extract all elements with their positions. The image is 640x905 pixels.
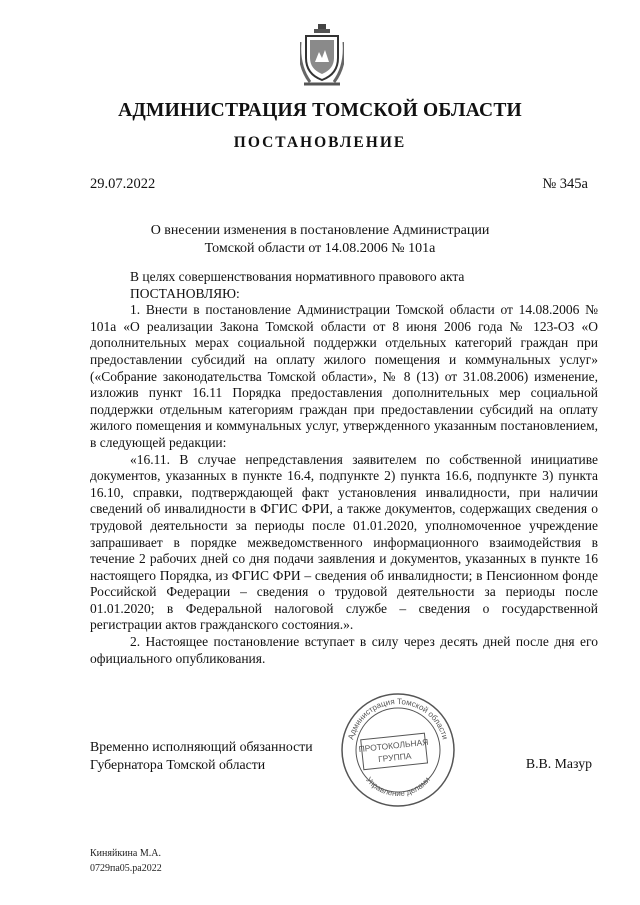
svg-text:Управление делами — [364, 775, 432, 798]
signatory-position-line-2: Губернатора Томской области — [90, 757, 266, 772]
stamp-bottom-text: Управление делами — [364, 775, 432, 799]
paragraph-1: 1. Внести в постановление Администрации Томской области от 14.08.2006 № 101а «О реализации Закона Томской области от 8 июня 2006 года № 123-ОЗ «О дополнительных мерах социальной поддержки отдельных категорий граждан при предоставлении субсидий на оплату жилого помещения и коммунальных услуг» («Собрание законодательства Томской области», № 8 (13) от 31.08.2006) изменение, изложив пункт 16.11 Порядка предоставления дополнительных мер социальной поддержки отдельным категориям граждан при предоставлении субсидий на оплату жилого помещения и коммунальных услуг, утвержденного указанным постановлением, в следующей редакции: — [90, 302, 598, 450]
svg-text:Администрация Томской области — [346, 697, 449, 741]
signatory-name: В.В. Мазур — [525, 756, 592, 771]
preamble: В целях совершенствования нормативного правового акта — [130, 269, 465, 284]
document-subject — [150, 222, 490, 258]
document-number: № 345а — [542, 176, 588, 192]
resolve-word: ПОСТАНОВЛЯЮ: — [130, 285, 240, 301]
signatory-position-line-1: Временно исполняющий обязанности — [90, 739, 313, 754]
document-type: ПОСТАНОВЛЕНИЕ — [233, 134, 407, 151]
file-code: 0729па05.ра2022 — [90, 863, 162, 874]
document-date: 29.07.2022 — [90, 176, 156, 192]
subject-line-2: Томской области от 14.08.2006 № 101а — [204, 241, 436, 256]
coat-of-arms-emblem — [300, 22, 344, 92]
official-stamp — [338, 690, 458, 810]
stamp-center-line-2: ГРУППА — [377, 750, 412, 765]
quoted-clause: «16.11. В случае непредставления заявителем по собственной инициативе документов, указанных в пункте 16.4, подпункте 2) пункта 16.6, подпункте 3) пункта 16.10, справки, подтверждающей факт установления инвалидности, при наличии сведений об инвалидности в ФГИС ФРИ, а также документов, содержащих сведения о трудовой деятельности за периоды после 01.01.2020, уполномоченное учреждение запрашивает в порядке межведомственного информационного взаимодействия в течение 2 рабочих дней со дня подачи заявления и документов, указанных в пункте 16 настоящего Порядка, из ФГИС ФРИ – сведения об инвалидности; в Пенсионном фонде Российской Федерации – сведения о трудовой деятельности за периоды после 01.01.2020; в Федеральной налоговой службе – сведения о государственной регистрации актов гражданского состояния.». — [90, 451, 598, 633]
document-body — [90, 269, 598, 667]
organization-title: АДМИНИСТРАЦИЯ ТОМСКОЙ ОБЛАСТИ — [118, 100, 522, 121]
document-footer — [90, 846, 162, 876]
paragraph-2: 2. Настоящее постановление вступает в силу через десять дней после дня его официального опубликования. — [90, 634, 598, 666]
signatory-position — [90, 738, 313, 774]
stamp-center-line-1: ПРОТОКОЛЬНАЯ — [358, 736, 429, 755]
executor-name: Киняйкина М.А. — [90, 848, 161, 859]
stamp-ring-text: Администрация Томской области — [346, 696, 450, 741]
subject-line-1: О внесении изменения в постановление Администрации — [150, 223, 490, 238]
